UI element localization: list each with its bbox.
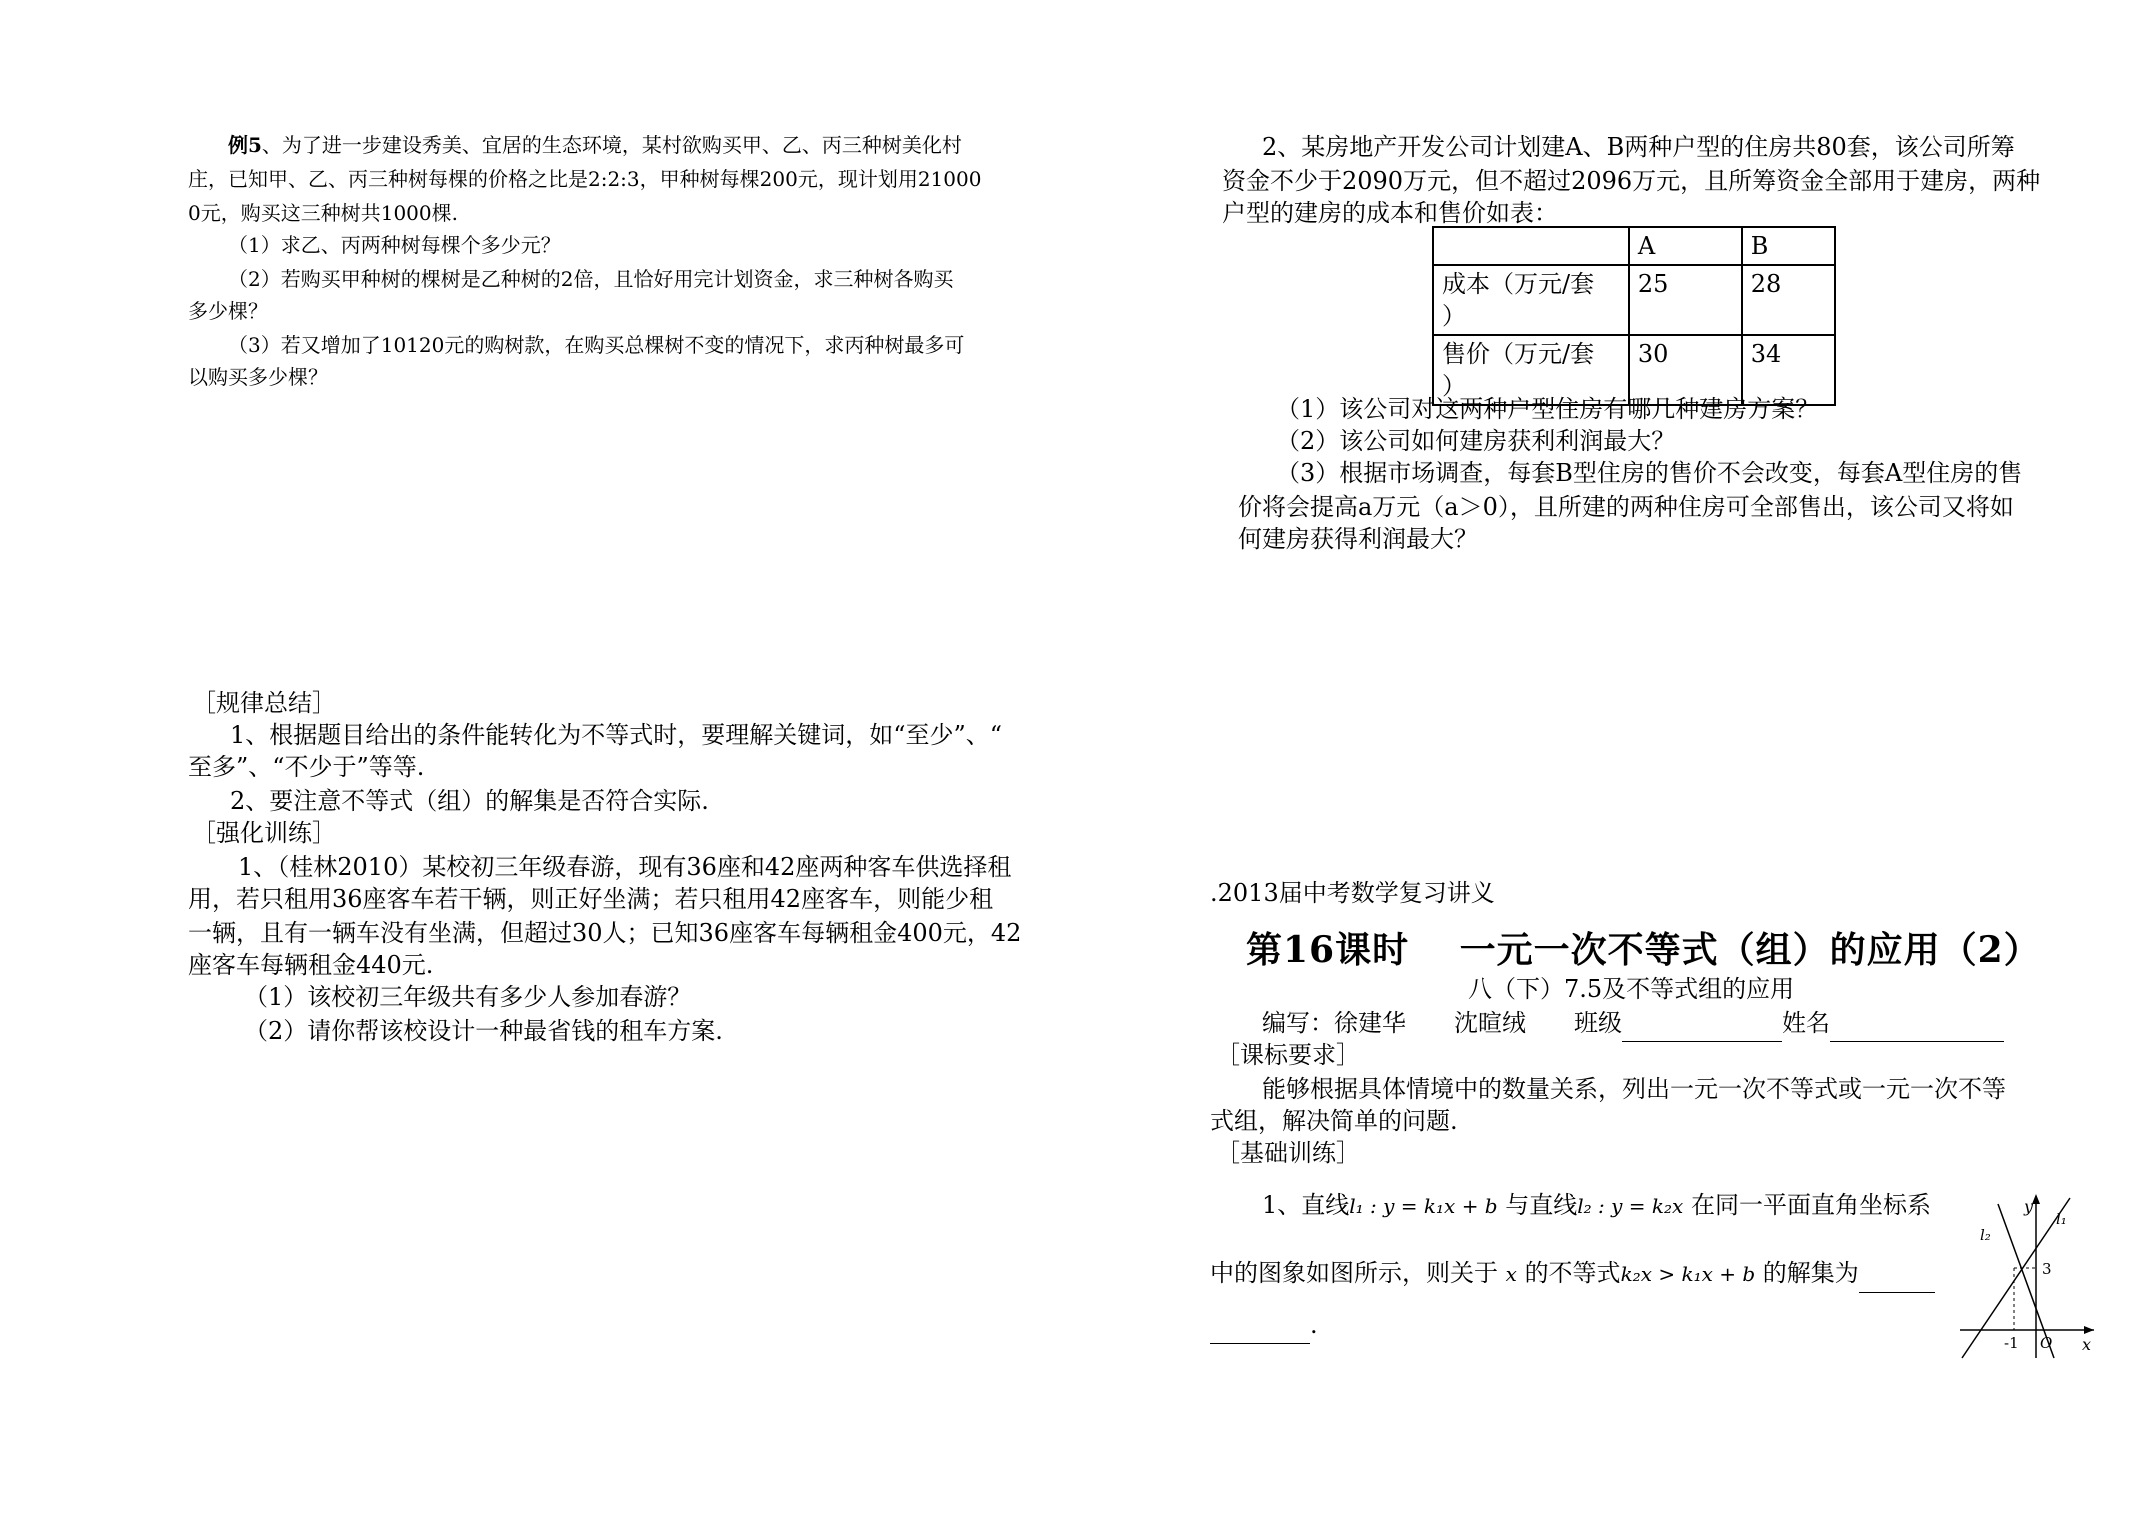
standards-heading: ［课标要求］ — [1216, 1041, 1360, 1069]
problem2-line2: 资金不少于2090万元，但不超过2096万元，且所筹资金全部用于建房，两种 — [1222, 167, 2041, 195]
y-axis-label: y — [2024, 1197, 2034, 1216]
training-heading: ［强化训练］ — [192, 819, 336, 847]
example5-q1: （1）求乙、丙两种树每棵个多少元？ — [228, 233, 561, 257]
table-cell: 30 — [1629, 335, 1742, 405]
training-p1-line2: 用，若只租用36座客车若干辆，则正好坐满；若只租用42座客车，则能少租 — [188, 885, 994, 913]
x-axis-arrow-icon — [2084, 1326, 2094, 1334]
row-label-line1: 成本（万元/套 — [1442, 270, 1595, 298]
basic-q1-line2 — [1210, 1254, 1935, 1293]
row-label-line2: ） — [1442, 372, 1466, 400]
lesson-series: .2013届中考数学复习讲义 — [1210, 879, 1495, 907]
table-cell: 25 — [1629, 265, 1742, 335]
row-label-line1: 售价（万元/套 — [1442, 340, 1595, 368]
table-cell: B — [1742, 227, 1835, 265]
problem2-line3: 户型的建房的成本和售价如表： — [1222, 199, 1558, 227]
problem2-q3-line3: 何建房获得利润最大？ — [1238, 525, 1478, 553]
q1-line2-mid: 的不等式 — [1524, 1259, 1621, 1287]
q1-suffix: 在同一平面直角坐标系 — [1690, 1191, 1931, 1219]
table-cell: 28 — [1742, 265, 1835, 335]
cost-price-table — [1432, 226, 1836, 406]
problem2-q2: （2）该公司如何建房获利利润最大？ — [1276, 427, 1676, 455]
row-label-line2: ） — [1442, 302, 1466, 330]
answer-blank-continued[interactable] — [1210, 1317, 1310, 1344]
basic-heading: ［基础训练］ — [1216, 1139, 1360, 1167]
training-p1-line1: 1、（桂林2010）某校初三年级春游，现有36座和42座两种客车供选择租 — [238, 853, 1012, 881]
summary-item1-line2: 至多”、“不少于”等等. — [188, 753, 425, 781]
editors-label: 编写：徐建华 沈暄绒 班级 — [1262, 1009, 1622, 1037]
problem2-line1: 2、某房地产开发公司计划建A、B两种户型的住房共80套，该公司所筹 — [1262, 133, 2015, 161]
example5-label: 例5 — [228, 133, 262, 157]
x-tick-label: -1 — [2004, 1334, 2019, 1352]
q1-prefix: 1、直线 — [1262, 1191, 1350, 1219]
problem2-q3-line1: （3）根据市场调查，每套B型住房的售价不会改变，每套A型住房的售 — [1276, 459, 2023, 487]
example5-q2-line2: 多少棵？ — [188, 299, 268, 323]
training-p1-line4: 座客车每辆租金440元. — [188, 951, 434, 979]
example5-line3: 0元，购买这三种树共1000棵. — [188, 201, 458, 225]
table-row-label — [1433, 265, 1629, 335]
q1-equation-l1: l₁ : y = k₁x + b — [1349, 1194, 1498, 1218]
lesson-title: 第16课时 一元一次不等式（组）的应用（2） — [1246, 929, 2041, 971]
standards-line1: 能够根据具体情境中的数量关系，列出一元一次不等式或一元一次不等 — [1262, 1075, 2006, 1103]
problem2-q3-line2: 价将会提高a万元（a＞0），且所建的两种住房可全部售出，该公司又将如 — [1238, 493, 2014, 521]
basic-q1-line1 — [1262, 1186, 1931, 1225]
y-tick-label: 3 — [2042, 1260, 2052, 1278]
example5-q3-line2: 以购买多少棵？ — [188, 365, 328, 389]
problem2-q1: （1）该公司对这两种户型住房有哪几种建房方案？ — [1276, 395, 1820, 423]
table-cell — [1433, 227, 1629, 265]
editors-line — [1262, 1004, 2004, 1042]
example5-q3-line1: （3）若又增加了10120元的购树款，在购买总棵树不变的情况下，求丙种树最多可 — [228, 333, 965, 357]
table-cell: 34 — [1742, 335, 1835, 405]
example5-q2-line1: （2）若购买甲种树的棵树是乙种树的2倍，且恰好用完计划资金，求三种树各购买 — [228, 267, 954, 291]
q1-line2-prefix: 中的图象如图所示，则关于 — [1210, 1259, 1498, 1287]
training-q2: （2）请你帮该校设计一种最省钱的租车方案. — [244, 1017, 723, 1045]
y-axis-arrow-icon — [2032, 1194, 2040, 1204]
summary-heading: ［规律总结］ — [192, 689, 336, 717]
table-header-row — [1433, 227, 1835, 265]
table-row — [1433, 265, 1835, 335]
q1-variable: x — [1505, 1262, 1517, 1286]
summary-item1-line1: 1、根据题目给出的条件能转化为不等式时，要理解关键词，如“至少”、“ — [230, 721, 1003, 749]
l1-label: l₁ — [2056, 1210, 2067, 1228]
lesson-subtitle: 八（下）7.5及不等式组的应用 — [1468, 975, 1795, 1003]
q1-equation-l2: l₂ : y = k₂x — [1577, 1194, 1684, 1218]
l2-label: l₂ — [1980, 1226, 1991, 1244]
summary-item2: 2、要注意不等式（组）的解集是否符合实际. — [230, 787, 709, 815]
example5-stem: 、为了进一步建设秀美、宜居的生态环境，某村欲购买甲、乙、丙三种树美化村 — [261, 133, 962, 157]
example5-line2: 庄，已知甲、乙、丙三种树每棵的价格之比是2:2:3，甲种树每棵200元，现计划用21000 — [188, 167, 982, 191]
name-blank[interactable] — [1830, 1015, 2004, 1042]
origin-label: O — [2040, 1334, 2053, 1352]
name-label: 姓名 — [1782, 1009, 1830, 1037]
training-p1-line3: 一辆，且有一辆车没有坐满，但超过30人；已知36座客车每辆租金400元，42 — [188, 919, 1022, 947]
q1-inequality: k₂x > k₁x + b — [1620, 1262, 1756, 1286]
q1-end: . — [1310, 1311, 1318, 1339]
class-blank[interactable] — [1622, 1015, 1782, 1042]
basic-q1-line3 — [1210, 1306, 1318, 1344]
table-cell: A — [1629, 227, 1742, 265]
x-axis-label: x — [2082, 1335, 2092, 1354]
standards-line2: 式组，解决简单的问题. — [1210, 1107, 1458, 1135]
answer-blank[interactable] — [1859, 1266, 1935, 1293]
q1-line2-suffix: 的解集为 — [1762, 1259, 1859, 1287]
training-q1: （1）该校初三年级共有多少人参加春游？ — [244, 983, 692, 1011]
coordinate-graph — [1960, 1190, 2100, 1360]
example5-line1 — [228, 128, 962, 162]
q1-mid: 与直线 — [1505, 1191, 1578, 1219]
